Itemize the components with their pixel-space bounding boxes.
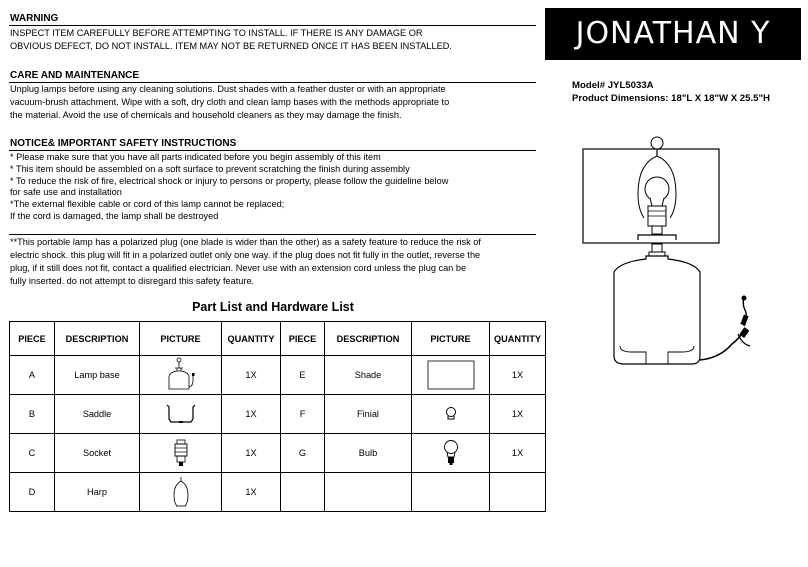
quantity-cell: 1X bbox=[490, 395, 546, 434]
header-description: DESCRIPTION bbox=[55, 322, 140, 356]
warning-rule bbox=[9, 25, 536, 26]
piece-cell: B bbox=[10, 395, 55, 434]
care-line: the material. Avoid the use of chemicals and household cleaners as they may damage the finish. bbox=[10, 110, 402, 120]
piece-cell: C bbox=[10, 434, 55, 473]
header-picture: PICTURE bbox=[140, 322, 222, 356]
picture-cell bbox=[412, 434, 490, 473]
socket-icon bbox=[172, 438, 190, 468]
header-picture-2: PICTURE bbox=[412, 322, 490, 356]
description-cell: Lamp base bbox=[55, 356, 140, 395]
safety-line: If the cord is damaged, the lamp shall be destroyed bbox=[10, 210, 219, 221]
description-cell: Bulb bbox=[325, 434, 412, 473]
description-cell: Shade bbox=[325, 356, 412, 395]
saddle-icon bbox=[163, 401, 199, 427]
shade-icon bbox=[426, 359, 476, 391]
warning-line: OBVIOUS DEFECT, DO NOT INSTALL. ITEM MAY NOT BE RETURNED ONCE IT HAS BEEN INSTALLED. bbox=[10, 41, 452, 51]
safety-rule bbox=[9, 150, 536, 151]
model-number: Model# JYL5033A bbox=[572, 80, 654, 91]
plug-text bbox=[10, 236, 540, 288]
description-cell: Harp bbox=[55, 473, 140, 512]
table-row bbox=[10, 434, 546, 473]
picture-cell bbox=[140, 395, 222, 434]
warning-line: INSPECT ITEM CAREFULLY BEFORE ATTEMPTING TO INSTALL. IF THERE IS ANY DAMAGE OR bbox=[10, 28, 423, 38]
table-row bbox=[10, 356, 546, 395]
description-cell: Saddle bbox=[55, 395, 140, 434]
care-title: CARE AND MAINTENANCE bbox=[10, 70, 140, 81]
finial-icon bbox=[444, 406, 458, 422]
plug-line: electric shock. this plug will fit in a polarized outlet only one way. if the plug does not fit fully in the outlet, reverse the bbox=[10, 250, 481, 260]
picture-cell bbox=[140, 356, 222, 395]
product-dimensions: Product Dimensions: 18"L X 18"W X 25.5"H bbox=[572, 93, 770, 104]
empty-cell bbox=[281, 473, 325, 512]
lamp-finial bbox=[651, 137, 663, 149]
quantity-cell: 1X bbox=[222, 356, 281, 395]
piece-cell: F bbox=[281, 395, 325, 434]
empty-cell bbox=[325, 473, 412, 512]
quantity-cell: 1X bbox=[222, 395, 281, 434]
lamp-illustration-icon bbox=[580, 134, 776, 370]
safety-line: * Please make sure that you have all parts indicated before you begin assembly of this item bbox=[10, 152, 381, 162]
header-piece: PIECE bbox=[10, 322, 55, 356]
care-line: vacuum-brush attachment. Wipe with a soft, dry cloth and clean lamp bases with the methods appropriate to bbox=[10, 97, 450, 107]
header-description-2: DESCRIPTION bbox=[325, 322, 412, 356]
plug-line: plug, if it still does not fit, contact a qualified electrician. Never use with an extension cord unless the plug can be bbox=[10, 263, 467, 273]
piece-cell: G bbox=[281, 434, 325, 473]
piece-cell: A bbox=[10, 356, 55, 395]
care-text bbox=[10, 83, 540, 122]
parts-table bbox=[9, 321, 546, 512]
lamp-base-icon bbox=[166, 357, 196, 393]
picture-cell bbox=[412, 356, 490, 395]
empty-cell bbox=[412, 473, 490, 512]
quantity-cell: 1X bbox=[222, 473, 281, 512]
safety-text bbox=[10, 152, 540, 223]
warning-title: WARNING bbox=[10, 13, 59, 24]
safety-line: for safe use and installation bbox=[10, 187, 122, 198]
care-line: Unplug lamps before using any cleaning solutions. Dust shades with a feather duster or with an appropriate bbox=[10, 84, 446, 94]
plug-line: **This portable lamp has a polarized plug (one blade is wider than the other) as a safety feature to reduce the risk of bbox=[10, 237, 481, 247]
quantity-cell: 1X bbox=[490, 434, 546, 473]
safety-title: NOTICE& IMPORTANT SAFETY INSTRUCTIONS bbox=[10, 138, 237, 149]
description-cell: Finial bbox=[325, 395, 412, 434]
picture-cell bbox=[140, 434, 222, 473]
quantity-cell: 1X bbox=[222, 434, 281, 473]
safety-line: * To reduce the risk of fire, electrical shock or injury to persons or property, please follow the guideline below bbox=[10, 175, 449, 186]
header-piece-2: PIECE bbox=[281, 322, 325, 356]
safety-line: * This item should be assembled on a soft surface to prevent scratching the finish during assembly bbox=[10, 163, 410, 174]
table-row bbox=[10, 395, 546, 434]
warning-text bbox=[10, 27, 540, 53]
plug-line: fully inserted. do not attempt to disregard this safety feature. bbox=[10, 276, 255, 286]
parts-list-title: Part List and Hardware List bbox=[192, 300, 354, 314]
lamp-body bbox=[614, 256, 700, 364]
brand-logo: JONATHAN Y bbox=[545, 8, 801, 60]
picture-cell bbox=[412, 395, 490, 434]
header-quantity-2: QUANTITY bbox=[490, 322, 546, 356]
header-quantity: QUANTITY bbox=[222, 322, 281, 356]
plug-rule bbox=[9, 234, 536, 235]
piece-cell: E bbox=[281, 356, 325, 395]
piece-cell: D bbox=[10, 473, 55, 512]
picture-cell bbox=[140, 473, 222, 512]
description-cell: Socket bbox=[55, 434, 140, 473]
harp-icon bbox=[170, 475, 192, 509]
table-header-row bbox=[10, 322, 546, 356]
safety-line: *The external flexible cable or cord of this lamp cannot be replaced; bbox=[10, 199, 285, 210]
table-row bbox=[10, 473, 546, 512]
quantity-cell: 1X bbox=[490, 356, 546, 395]
bulb-icon bbox=[443, 438, 459, 468]
empty-cell bbox=[490, 473, 546, 512]
